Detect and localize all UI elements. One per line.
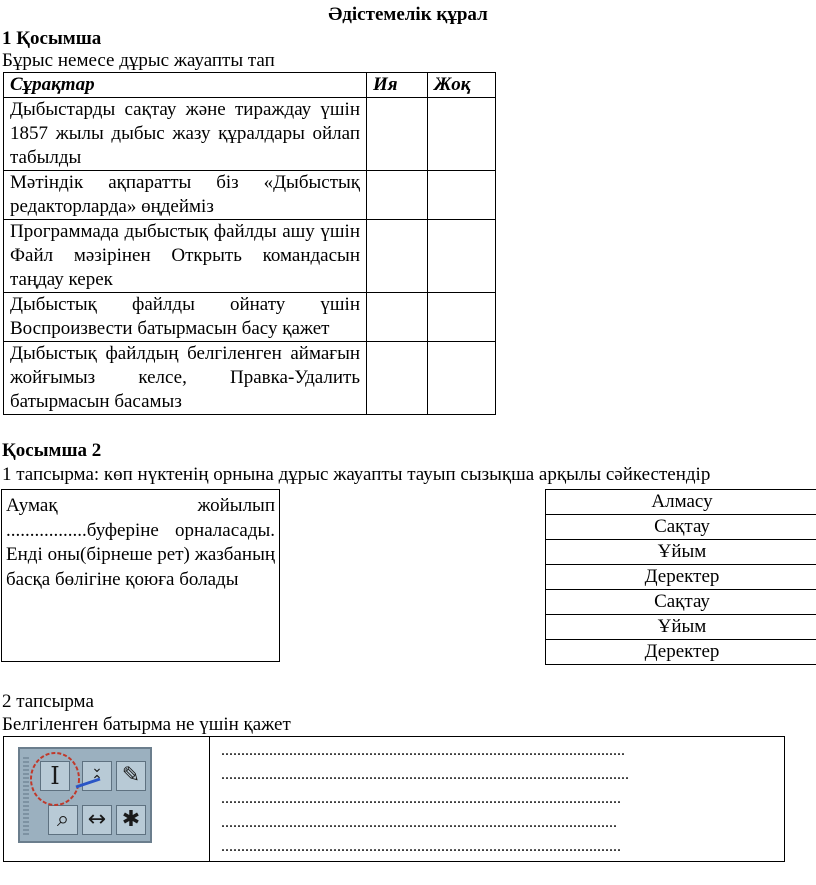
task2-instruction: Белгіленген батырма не үшін қажет	[2, 714, 291, 735]
question-text: Дыбыстық файлды ойнату үшін Воспроизвести батырмасын басу қажет	[4, 293, 367, 342]
answer-no-cell[interactable]	[428, 98, 496, 171]
fill-in-text-box: Аумақ жойылып .................буферіне орналасады. Енді оны(бірнеше рет) жазбаның басқа бөлігіне қоюға болады	[1, 489, 280, 662]
quiz-table-header	[4, 73, 496, 98]
quiz-table	[3, 72, 496, 415]
table-row	[4, 293, 496, 342]
header-yes: Ия	[367, 73, 428, 98]
highlight-circle	[18, 747, 152, 843]
question-text: Дыбыстарды сақтау және тираждау үшін 1857 жылы дыбыс жазу құралдары ойлап табылды	[4, 98, 367, 171]
answer-line[interactable]: .....................................................................................................	[221, 742, 625, 759]
appendix2-heading: Қосымша 2	[2, 440, 102, 461]
toolbar-image	[18, 747, 152, 843]
answer-no-cell[interactable]	[428, 293, 496, 342]
appendix1-instruction: Бұрыс немесе дұрыс жауапты тап	[2, 50, 275, 71]
header-questions: Сұрақтар	[4, 73, 367, 98]
option-item[interactable]: Сақтау	[546, 590, 816, 615]
answer-no-cell[interactable]	[428, 220, 496, 293]
option-item[interactable]: Ұйым	[546, 540, 816, 565]
task2-heading: 2 тапсырма	[2, 691, 94, 712]
pencil-icon: ✎	[116, 761, 146, 791]
header-no: Жоқ	[428, 73, 496, 98]
answer-no-cell[interactable]	[428, 342, 496, 415]
option-item[interactable]: Ұйым	[546, 615, 816, 640]
question-text: Мәтіндік ақпаратты біз «Дыбыстық редакторларда» өңдейміз	[4, 171, 367, 220]
options-list	[545, 489, 816, 665]
option-item[interactable]: Сақтау	[546, 515, 816, 540]
answer-line[interactable]: ...................................................................................................	[221, 814, 617, 831]
table-row	[4, 171, 496, 220]
option-item[interactable]: Деректер	[546, 640, 816, 665]
multi-tool-icon: ✱	[116, 805, 146, 835]
answer-yes-cell[interactable]	[367, 220, 428, 293]
option-item[interactable]: Алмасу	[546, 490, 816, 515]
answer-line[interactable]: ......................................................................................................	[221, 766, 629, 783]
question-text: Дыбыстық файлдың белгіленген аймағын жойғымыз келсе, Правка-Удалить батырмасын басамыз	[4, 342, 367, 415]
zoom-fit-icon: ⌄ ⌃	[82, 761, 112, 791]
task2-table	[3, 736, 785, 862]
answer-line[interactable]: ....................................................................................................	[221, 790, 621, 807]
answer-yes-cell[interactable]	[367, 98, 428, 171]
table-row	[4, 220, 496, 293]
document-title: Әдістемелік құрал	[328, 4, 488, 25]
question-text: Программада дыбыстық файлды ашу үшін Файл мәзірінен Открыть командасын таңдау керек	[4, 220, 367, 293]
answer-yes-cell[interactable]	[367, 293, 428, 342]
text-cursor-icon: I	[40, 761, 70, 791]
table-row	[4, 98, 496, 171]
answer-line[interactable]: ....................................................................................................	[221, 838, 621, 855]
table-row	[4, 342, 496, 415]
task1-instruction: 1 тапсырма: көп нүктенің орнына дұрыс жауапты тауып сызықша арқылы сәйкестендір	[2, 464, 711, 485]
appendix1-heading: 1 Қосымша	[2, 28, 102, 49]
answer-no-cell[interactable]	[428, 171, 496, 220]
option-item[interactable]: Деректер	[546, 565, 816, 590]
time-shift-icon: ↔	[82, 805, 112, 835]
column-divider	[209, 737, 210, 861]
answer-yes-cell[interactable]	[367, 342, 428, 415]
magnifier-icon: ⌕	[48, 805, 78, 835]
answer-yes-cell[interactable]	[367, 171, 428, 220]
